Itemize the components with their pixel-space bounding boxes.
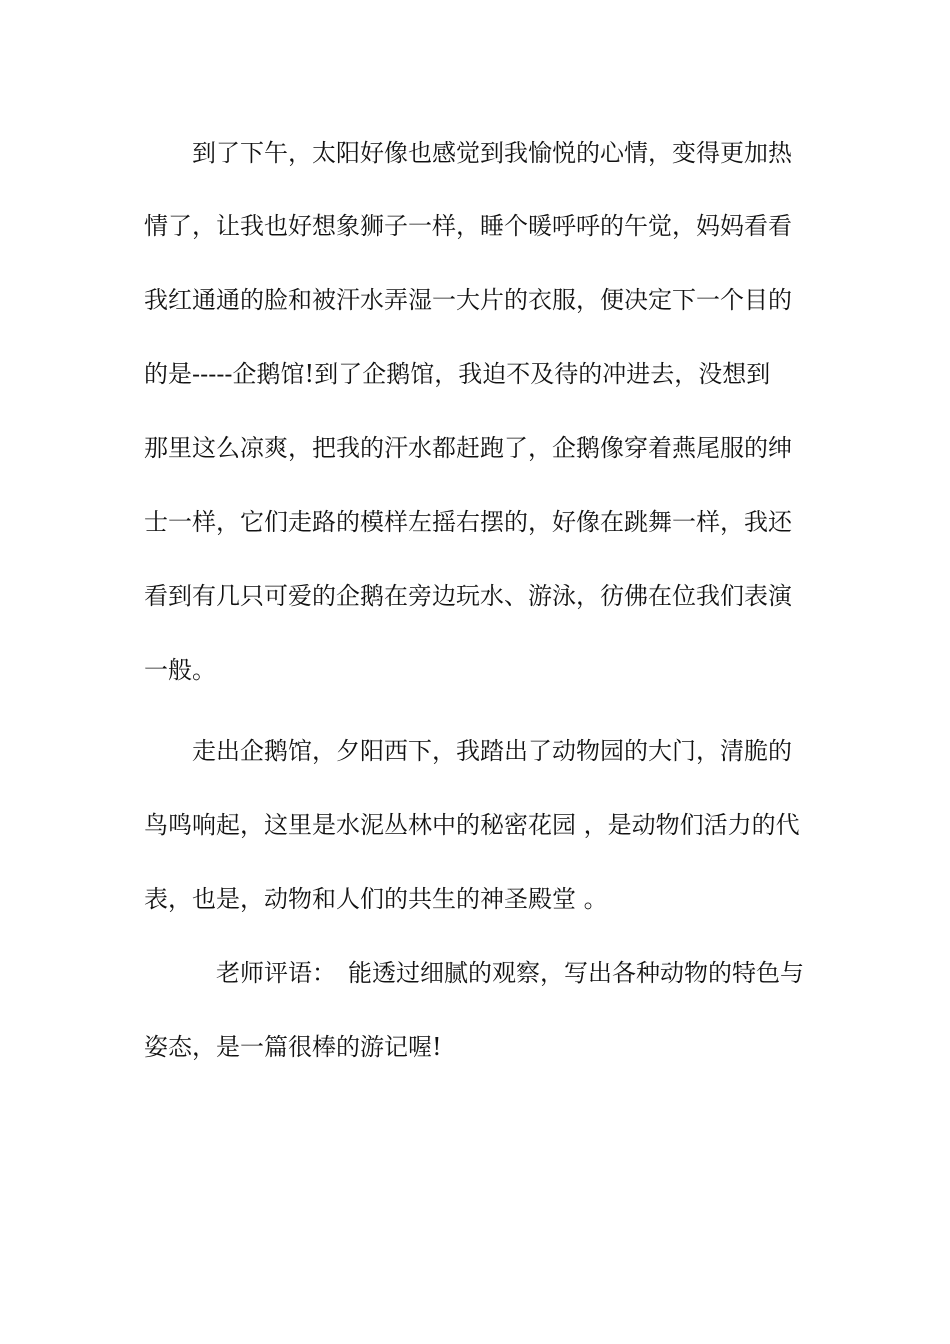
text-line: 士一样，它们走路的模样左摇右摆的，好像在跳舞一样，我还 (144, 508, 792, 536)
text-line: 那里这么凉爽，把我的汗水都赶跑了，企鹅像穿着燕尾服的绅 (144, 434, 792, 462)
text-line: 看到有几只可爱的企鹅在旁边玩水、游泳，彷佛在位我们表演 (144, 582, 792, 610)
teacher-comment: 老师评语： 能透过细腻的观察，写出各种动物的特色与 (144, 959, 804, 987)
text-line: 表，也是，动物和人们的共生的神圣殿堂 。 (144, 885, 608, 913)
text-line: 情了，让我也好想象狮子一样，睡个暖呼呼的午觉，妈妈看看 (144, 212, 792, 240)
text-line: 鸟鸣响起，这里是水泥丛林中的秘密花园 ，是动物们活力的代 (144, 811, 800, 839)
teacher-comment-continued: 姿态，是一篇很棒的游记喔! (144, 1033, 442, 1061)
text-line: 我红通通的脸和被汗水弄湿一大片的衣服，便决定下一个目的 (144, 286, 792, 314)
text-line: 的是-----企鹅馆!到了企鹅馆，我迫不及待的冲进去，没想到 (144, 360, 771, 388)
text-line: 一般。 (144, 656, 216, 684)
text-line: 到了下午，太阳好像也感觉到我愉悦的心情，变得更加热 (144, 139, 792, 167)
text-line: 走出企鹅馆，夕阳西下，我踏出了动物园的大门，清脆的 (144, 737, 792, 765)
